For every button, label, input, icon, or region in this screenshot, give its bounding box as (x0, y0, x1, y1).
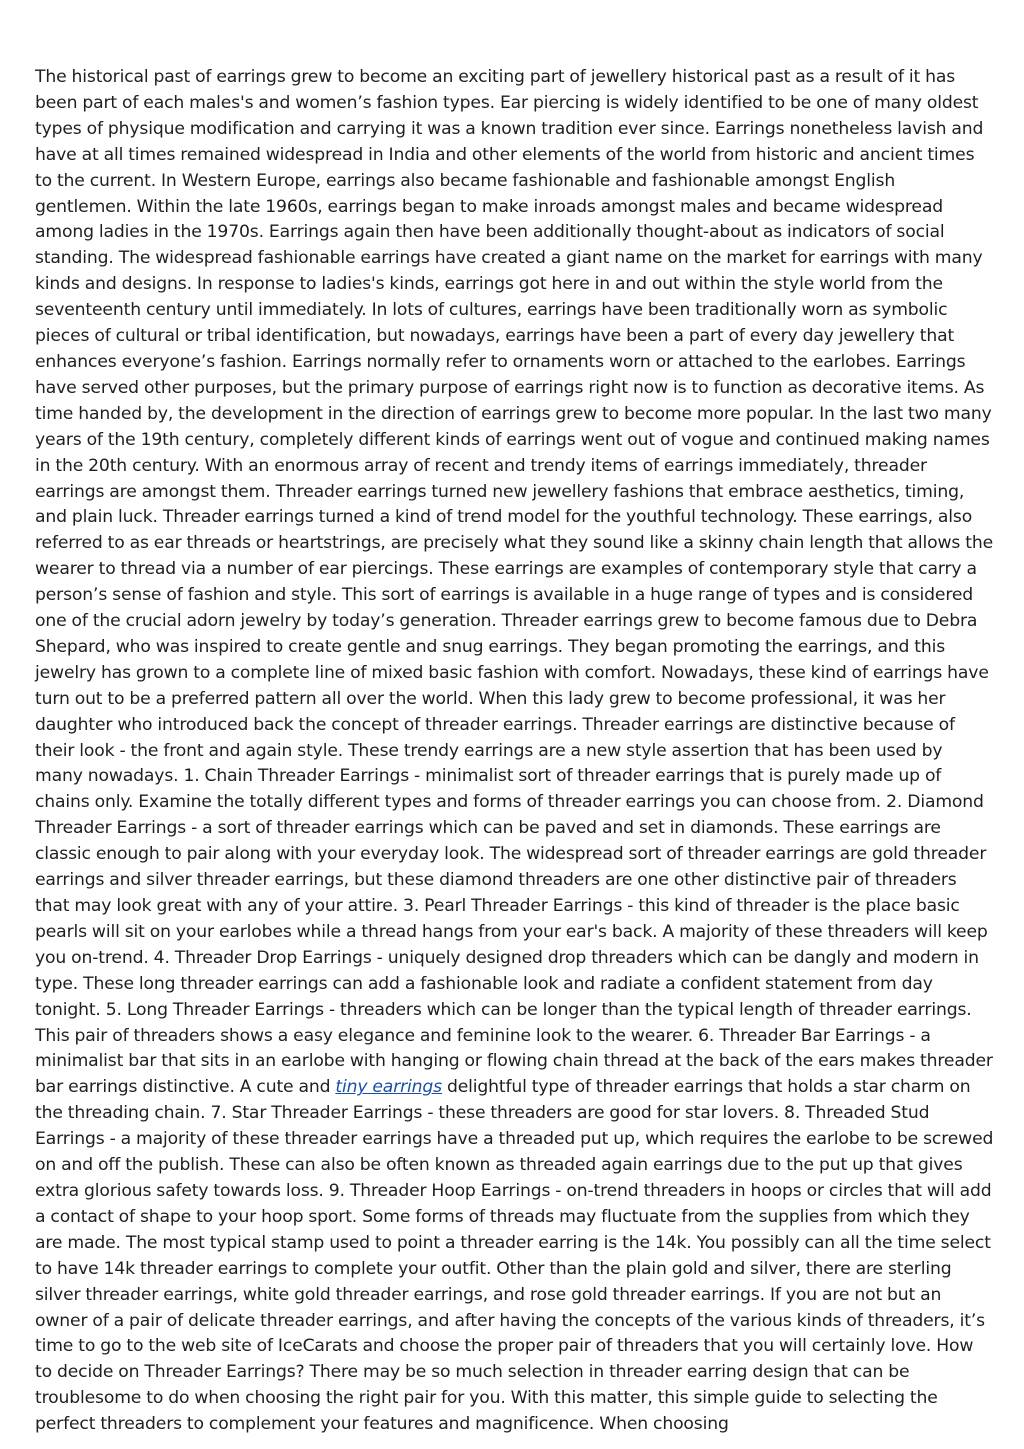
paragraph-text-before-link: The historical past of earrings grew to become an exciting part of jewellery historical past as a result of it has been part of each males's and women’s fashion types. Ear piercing is widely identified to be one of many oldest types of physique modification and carrying it was a known tradition ever since. Earrings nonetheless lavish and have at all times remained widespread in India and other elements of the world from historic and ancient times to the current. In Western Europe, earrings also became fashionable and fashionable amongst English gentlemen. Within the late 1960s, earrings began to make inroads amongst males and became widespread among ladies in the 1970s. Earrings again then have been additionally thought-about as indicators of social standing. The widespread fashionable earrings have created a giant name on the market for earrings with many kinds and designs. In response to ladies's kinds, earrings got here in and out within the style world from the seventeenth century until immediately. In lots of cultures, earrings have been traditionally worn as symbolic pieces of cultural or tribal identification, but nowadays, earrings have been a part of every day jewellery that enhances everyone’s fashion. Earrings normally refer to ornaments worn or attached to the earlobes. Earrings have served other purposes, but the primary purpose of earrings right now is to function as decorative items. As time handed by, the development in the direction of earrings grew to become more popular. In the last two many years of the 19th century, completely different kinds of earrings went out of vogue and continued making names in the 20th century. With an enormous array of recent and trendy items of earrings immediately, threader earrings are amongst them. Threader earrings turned new jewellery fashions that embrace aesthetics, timing, and plain luck. Threader earrings turned a kind of trend model for the youthful technology. These earrings, also referred to as ear threads or heartstrings, are precisely what they sound like a skinny chain length that allows the wearer to thread via a number of ear piercings. These earrings are examples of contemporary style that carry a person’s sense of fashion and style. This sort of earrings is available in a huge range of types and is considered one of the crucial adorn jewelry by today’s generation. Threader earrings grew to become famous due to Debra Shepard, who was inspired to create gentle and snug earrings. They began promoting the earrings, and this jewelry has grown to a complete line of mixed basic fashion with comfort. Nowadays, these kind of earrings have turn out to be a preferred pattern all over the world. When this lady grew to become professional, it was her daughter who introduced back the concept of threader earrings. Threader earrings are distinctive because of their look - the front and again style. These trendy earrings are a new style assertion that has been used by many nowadays. 1. Chain Threader Earrings - minimalist sort of threader earrings that is purely made up of chains only. Examine the totally different types and forms of threader earrings you can choose from. 2. Diamond Threader Earrings - a sort of threader earrings which can be paved and set in diamonds. These earrings are classic enough to pair along with your everyday look. The widespread sort of threader earrings are gold threader earrings and silver threader earrings, but these diamond threaders are one other distinctive pair of threaders that may look great with any of your attire. 3. Pearl Threader Earrings - this kind of threader is the place basic pearls will sit on your earlobes while a thread hangs from your ear's back. A majority of these threaders will keep you on-trend. 4. Threader Drop Earrings - uniquely designed drop threaders which can be dangly and modern in type. These long threader earrings can add a fashionable look and radiate a confident statement from day tonight. 5. Long Threader Earrings - threaders which can be longer than the typical length of threader earrings. This pair of threaders shows a easy elegance and feminine look to the wearer. 6. Threader Bar Earrings - a minimalist bar that sits in an earlobe with hanging or flowing chain thread at the back of the ears makes threader bar earrings distinctive. A cute and (35, 67, 994, 1098)
body-paragraph (35, 65, 995, 1438)
paragraph-text-after-link: delightful type of threader earrings that holds a star charm on the threading chain. 7. Star Threader Earrings - these threaders are good for star lovers. 8. Threaded Stud Earrings - a majority of these threader earrings have a threaded put up, which requires the earlobe to be screwed on and off the publish. These can also be often known as threaded again earrings due to the put up that gives extra glorious safety towards loss. 9. Threader Hoop Earrings - on-trend threaders in hoops or circles that will add a contact of shape to your hoop sport. Some forms of threads may fluctuate from the supplies from which they are made. The most typical stamp used to point a threader earring is the 14k. You possibly can all the time select to have 14k threader earrings to complete your outfit. Other than the plain gold and silver, there are sterling silver threader earrings, white gold threader earrings, and rose gold threader earrings. If you are not but an owner of a pair of delicate threader earrings, and after having the concepts of the various kinds of threaders, it’s time to go to the web site of IceCarats and choose the proper pair of threaders that you will certainly love. How to decide on Threader Earrings? There may be so much selection in threader earring design that can be troublesome to do when choosing the right pair for you. With this matter, this simple guide to selecting the perfect threaders to complement your features and magnificence. When choosing (35, 1077, 994, 1435)
tiny-earrings-link[interactable]: tiny earrings (335, 1077, 442, 1098)
